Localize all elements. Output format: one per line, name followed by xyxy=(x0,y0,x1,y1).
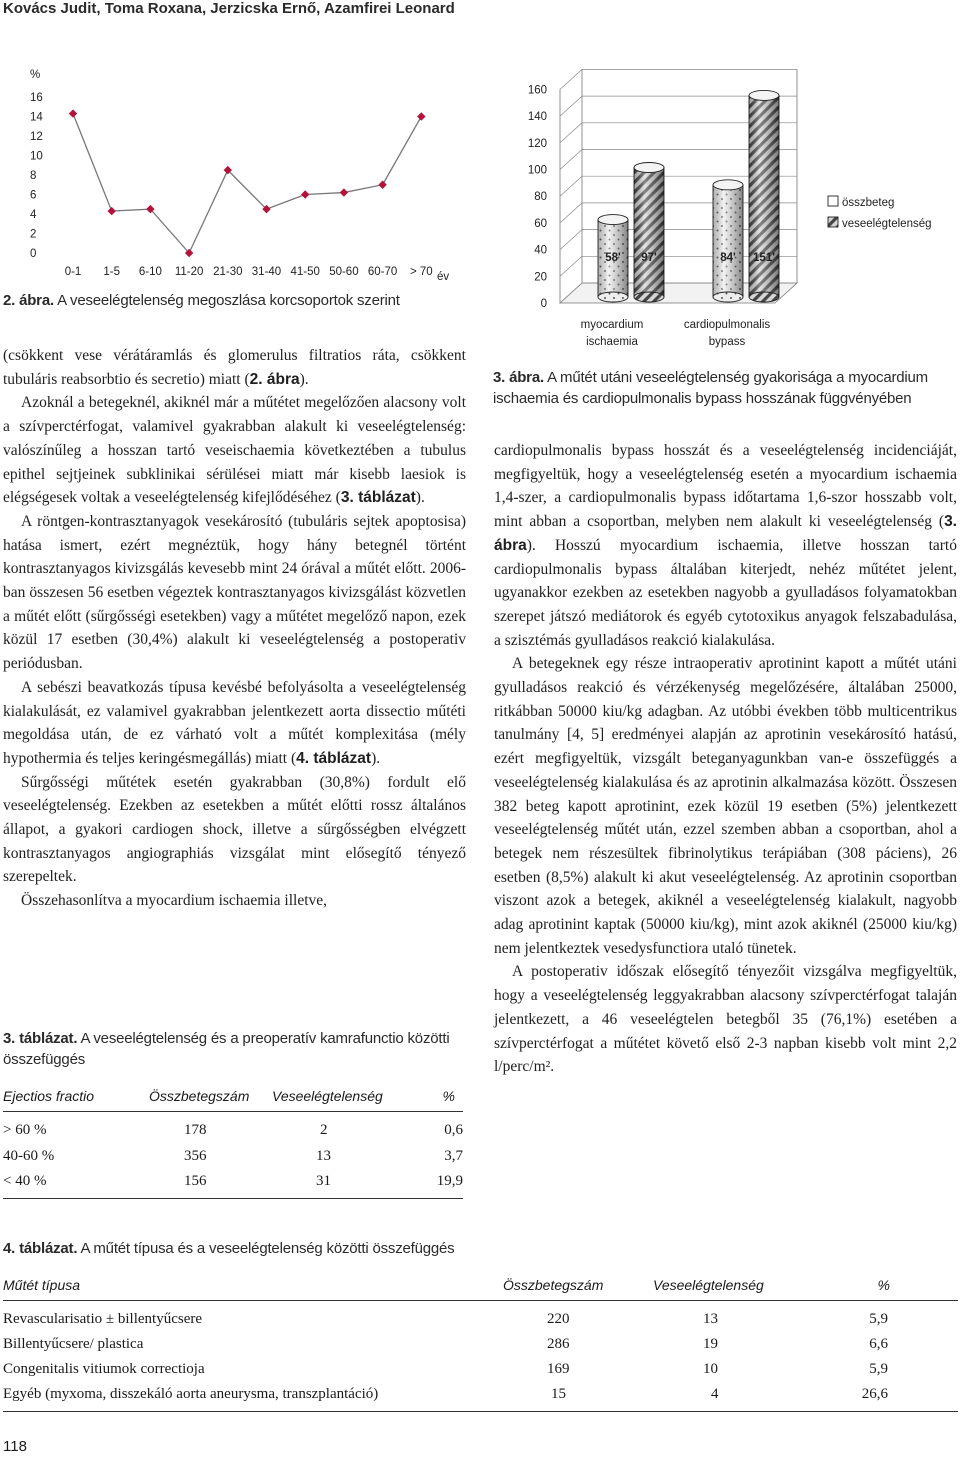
data-point xyxy=(69,109,77,117)
gridline-depth xyxy=(560,256,582,276)
y-tick-label: 6 xyxy=(30,189,37,202)
table-cell: 5,9 xyxy=(869,1311,888,1327)
table-row xyxy=(3,1301,958,1333)
y-tick-label: 4 xyxy=(30,209,37,221)
y-tick-label: 16 xyxy=(30,92,43,104)
figure-3-caption xyxy=(493,367,958,409)
y-tick-label: 14 xyxy=(30,111,43,124)
table-3-title: A veseelégtelenség és a preoperatív kamrafunctio közötti összefüggés xyxy=(3,1030,450,1068)
table-4 xyxy=(3,1270,958,1412)
bar-data-label: 84' xyxy=(720,252,736,264)
table-cell: 26,6 xyxy=(861,1386,888,1402)
x-tick-label: > 70 xyxy=(409,266,433,278)
legend-label: veseelégtelenség xyxy=(842,218,932,230)
table-row xyxy=(3,1357,958,1382)
table-row xyxy=(3,1332,958,1357)
table-row xyxy=(3,1144,463,1169)
left-paragraph-2: Azoknál a betegeknél, akiknél már a műtétet megelőzően alacsony volt a szívperctérfogat, valamivel gyakrabban alakult ki veseelégtelenség: valószínűleg a hosszan tartó veseischaemia következtében a tubulus epithel sejtjeinek subklinikai sérülései miatt már kisebb laesiok is elégségesek voltak a veseelégtelenség kifejlődéséhez (3. táblázat). xyxy=(3,394,466,507)
table-row xyxy=(3,1169,463,1199)
figure-3-bar-chart xyxy=(495,62,960,362)
table-cell: 178 xyxy=(184,1122,207,1139)
table-cell: 19 xyxy=(703,1336,718,1352)
right-paragraph-1: cardiopulmonalis bypass hosszát és a veseelégtelenség incidenciáját, megfigyeltük, hogy a veseelégtelenség esetén a myocardium ischaemia 1,4-szer, a cardiopulmonalis bypass időtartama 1,6-szor hosszabb volt, mint abban a csoportban, melyben nem alakult ki veseelégtelenség (3. ábra). Hosszú myocardium ischaemia, illetve hosszan tartó cardiopulmonalis bypass általában kiterjedt, nehéz műtétet jelent, ugyanakkor ezekben az esetekben nagyobb a gyulladásos folyamatokban szerepet játszó mediátorok és egyéb cytotoxikus anyagok felszabadulása, a szisztémás gyulladásos reakció kialakulása. xyxy=(494,442,957,649)
table-cell: 356 xyxy=(184,1147,207,1164)
x-tick-label: 11-20 xyxy=(174,266,204,278)
x-category-label: ischaemia xyxy=(586,336,638,348)
table-cell: Revascularisatio ± billentyűcsere xyxy=(3,1311,202,1327)
ref-table-3: 3. táblázat xyxy=(340,489,416,507)
y-tick-label: 120 xyxy=(527,137,547,150)
x-tick-label: 31-40 xyxy=(251,266,282,278)
table-4-header: Összbetegszám xyxy=(503,1270,653,1301)
bar-data-label: 58' xyxy=(605,252,621,264)
table-cell: 15 xyxy=(551,1386,566,1402)
y-tick-label: 10 xyxy=(30,150,43,163)
x-tick-label: 41-50 xyxy=(290,266,320,278)
y-tick-label: 2 xyxy=(30,228,37,241)
gridline-depth xyxy=(560,150,582,170)
figure-3-label: 3. ábra. xyxy=(493,369,544,386)
table-3-label: 3. táblázat. xyxy=(3,1030,78,1047)
table-row xyxy=(3,1112,463,1144)
bar xyxy=(749,90,779,302)
table-cell: 5,9 xyxy=(869,1361,888,1377)
y-tick-label: 40 xyxy=(534,244,547,257)
y-tick-label: 0 xyxy=(540,298,547,310)
table-cell: < 40 % xyxy=(3,1172,47,1189)
table-cell: 40-60 % xyxy=(3,1147,55,1164)
left-paragraph-6: Összehasonlítva a myocardium ischaemia illetve, xyxy=(21,892,328,910)
y-tick-label: 0 xyxy=(30,248,37,260)
gridline-depth xyxy=(560,176,582,196)
gridline-depth xyxy=(560,69,582,89)
left-paragraph-3: A röntgen-kontrasztanyagok vesekárosító (tubuláris sejtek apoptosisa) hatása ismert, ezért megnéztük, hogy hány betegnél történt kontrasztanyagos kivizsgálás kevesebb mint 24 órával a műtét előtt. 2006-ban összesen 56 esetben végeztek kontrasztanyagos kivizsgálást közvetlen a műtét előtt (sűrgősségi esetekben) vagy a műtétet megelőző napon, ezek közül 17 esetben (30,4%) alakult ki veseelégtelenség a postoperativ periódusban. xyxy=(3,512,466,673)
table-4-label: 4. táblázat. xyxy=(3,1240,78,1257)
x-category-label: bypass xyxy=(708,336,746,348)
x-tick-label: 50-60 xyxy=(329,266,359,278)
table-4-header: Műtét típusa xyxy=(3,1270,503,1301)
table-4-header-row xyxy=(3,1270,958,1301)
x-category-label: cardiopulmonalis xyxy=(683,319,771,331)
table-cell: Billentyűcsere/ plastica xyxy=(3,1336,144,1352)
legend-label: összbeteg xyxy=(842,197,895,209)
line-series xyxy=(73,114,421,253)
figure-2-caption xyxy=(3,290,473,311)
right-paragraph-3: A postoperativ időszak elősegítő tényezőit vizsgálva megfigyeltük, hogy a veseelégtelenség leggyakrabban alacsony szívperctérfogat talaján jelentkezett, a 46 veseelégtelen betegből 35 (76,1%) esetében a szívperctérfogat a műtétet követő első 2-3 napban kisebb volt mint 2,2 l/perc/m². xyxy=(494,963,957,1076)
left-paragraph-5: Sűrgősségi műtétek esetén gyakrabban (30,8%) fordult elő veseelégtelenség. Ezekben az esetekben a műtét előtti rossz általános állapot, a gyakori cardiogen shock, illetve a sűrgősségben elvégzett kontrasztanyagos angiographiás vizsgálat mint elősegítő tényező szerepeltek. xyxy=(3,773,466,886)
y-tick-label: 12 xyxy=(30,131,43,143)
gridline-depth xyxy=(560,230,582,250)
x-category-label: myocardium xyxy=(580,319,644,331)
data-point xyxy=(417,112,425,120)
bar xyxy=(634,163,664,302)
data-point xyxy=(108,207,116,215)
figure-2-title: A veseelégtelenség megoszlása korcsoportok szerint xyxy=(57,292,400,309)
table-cell: 10 xyxy=(703,1361,718,1377)
table-3-header: Összbetegszám xyxy=(149,1081,272,1112)
table-3-caption xyxy=(3,1028,463,1070)
table-3 xyxy=(3,1081,463,1199)
right-column-text xyxy=(494,439,957,1079)
table-cell: > 60 % xyxy=(3,1122,47,1139)
figure-2-line-chart xyxy=(0,62,470,287)
gridline-depth xyxy=(560,96,582,116)
x-tick-label: 0-1 xyxy=(64,266,82,278)
data-point xyxy=(378,181,386,189)
table-cell: 2 xyxy=(320,1122,328,1139)
legend-swatch xyxy=(828,217,838,227)
table-4-header: Veseelégtelenség xyxy=(653,1270,843,1301)
table-cell: Congenitalis vitiumok correctioja xyxy=(3,1361,205,1377)
x-tick-label: 21-30 xyxy=(213,266,243,278)
y-tick-label: 160 xyxy=(527,84,547,97)
table-3-header: % xyxy=(415,1081,463,1112)
table-cell: 3,7 xyxy=(444,1147,463,1164)
x-tick-label: 1-5 xyxy=(103,266,121,278)
table-row xyxy=(3,1382,958,1412)
table-cell: 4 xyxy=(711,1386,719,1402)
table-4-title: A műtét típusa és a veseelégtelenség közötti összefüggés xyxy=(80,1240,455,1257)
table-4-caption xyxy=(3,1238,943,1259)
table-3-header: Veseelégtelenség xyxy=(272,1081,415,1112)
y-tick-label: 60 xyxy=(534,217,547,230)
table-4-header: % xyxy=(843,1270,958,1301)
bar-data-label: 97' xyxy=(641,252,657,264)
table-3-header: Ejectios fractio xyxy=(3,1081,149,1112)
ref-figure-2: 2. ábra xyxy=(249,370,300,388)
gridline-depth xyxy=(560,123,582,143)
table-cell: Egyéb (myxoma, disszekáló aorta aneurysma, transzplantáció) xyxy=(3,1386,379,1402)
y-tick-label: 8 xyxy=(30,170,37,182)
table-cell: 220 xyxy=(547,1311,570,1327)
page-number: 118 xyxy=(3,1438,27,1455)
figure-2-label: 2. ábra. xyxy=(3,292,54,309)
table-cell: 6,6 xyxy=(869,1336,888,1352)
figure-3-title: A műtét utáni veseelégtelenség gyakorisága a myocardium ischaemia és cardiopulmonalis bypass hosszának függvényében xyxy=(493,369,928,407)
y-tick-label: 100 xyxy=(527,164,547,177)
running-header: Kovács Judit, Toma Roxana, Jerzicska Ernő, Azamfirei Leonard xyxy=(3,0,455,17)
legend-swatch xyxy=(828,196,838,206)
table-cell: 169 xyxy=(547,1361,570,1377)
table-cell: 31 xyxy=(316,1172,331,1189)
x-tick-label: 60-70 xyxy=(367,266,398,278)
x-tick-label: 6-10 xyxy=(138,266,162,278)
left-paragraph-4: A sebészi beavatkozás típusa kevésbé befolyásolta a veseelégtelenség kialakulását, ez valamivel gyakrabban jelentkezett aorta dissectio műtéti megoldása után, de ez várható volt a műtét komplexitása (mély hypothermia és teljes keringésmegállás) miatt (4. táblázat). xyxy=(3,678,466,767)
table-cell: 19,9 xyxy=(436,1172,463,1189)
bar xyxy=(713,180,743,302)
table-3-header-row xyxy=(3,1081,463,1112)
table-cell: 156 xyxy=(184,1172,207,1189)
table-cell: 13 xyxy=(316,1147,331,1164)
gridline-depth xyxy=(560,203,582,223)
table-cell: 286 xyxy=(547,1336,570,1352)
data-point xyxy=(340,188,348,196)
y-tick-label: 20 xyxy=(534,271,547,284)
y-tick-label: 140 xyxy=(527,111,547,124)
table-cell: 13 xyxy=(703,1311,718,1327)
x-axis-unit: év xyxy=(437,271,450,283)
y-tick-label: 80 xyxy=(534,191,547,204)
ref-table-4: 4. táblázat xyxy=(296,749,372,767)
left-paragraph-1: (csökkent vese vérátáramlás és glomerulus filtratios ráta, csökkent tubuláris reabsorbtio és secretio) miatt (2. ábra). xyxy=(3,347,466,388)
bar-data-label: 151' xyxy=(753,252,775,264)
ref-figure-3: 3. ábra xyxy=(494,513,957,554)
right-paragraph-2: A betegeknek egy része intraoperativ aprotinint kapott a műtét utáni gyulladásos reakció és vérzékenység megelőzésére, általában 25000, ritkábban 50000 kiu/kg adagban. Az utóbbi években több multicentrikus tanulmány [4, 5] eredményei alapján az aprotinin vesekárosító hatású, ezért megfigyeltük, vizsgált beteganyagunkban van-e összefüggés a veseelégtelenség kialakulása és az aprotinin alkalmazása között. Összesen 382 beteg kapott aprotinint, ezek közül 19 esetben (5%) jelentkezett veseelégtelenség műtét után, ezzel szemben abban a csoportban, ahol a betegek nem részesültek fibrinolytikus terápiában (308 páciens), 26 esetben (8,5%) alakult ki akut veseelégtelenség. Az aprotinin csoportban viszont azok a betegek, akiknél a veseelégtelenség kialakult, nagyobb adag aprotinint kaptak (50000 kiu/kg), mint azok akiknél (25000 kiu/kg) nem jelentkeztek vesedysfunctiora utaló tünetek. xyxy=(494,655,957,957)
left-column-text xyxy=(3,344,466,913)
y-axis-unit: % xyxy=(30,69,41,81)
table-cell: 0,6 xyxy=(444,1122,463,1139)
data-point xyxy=(301,190,309,198)
